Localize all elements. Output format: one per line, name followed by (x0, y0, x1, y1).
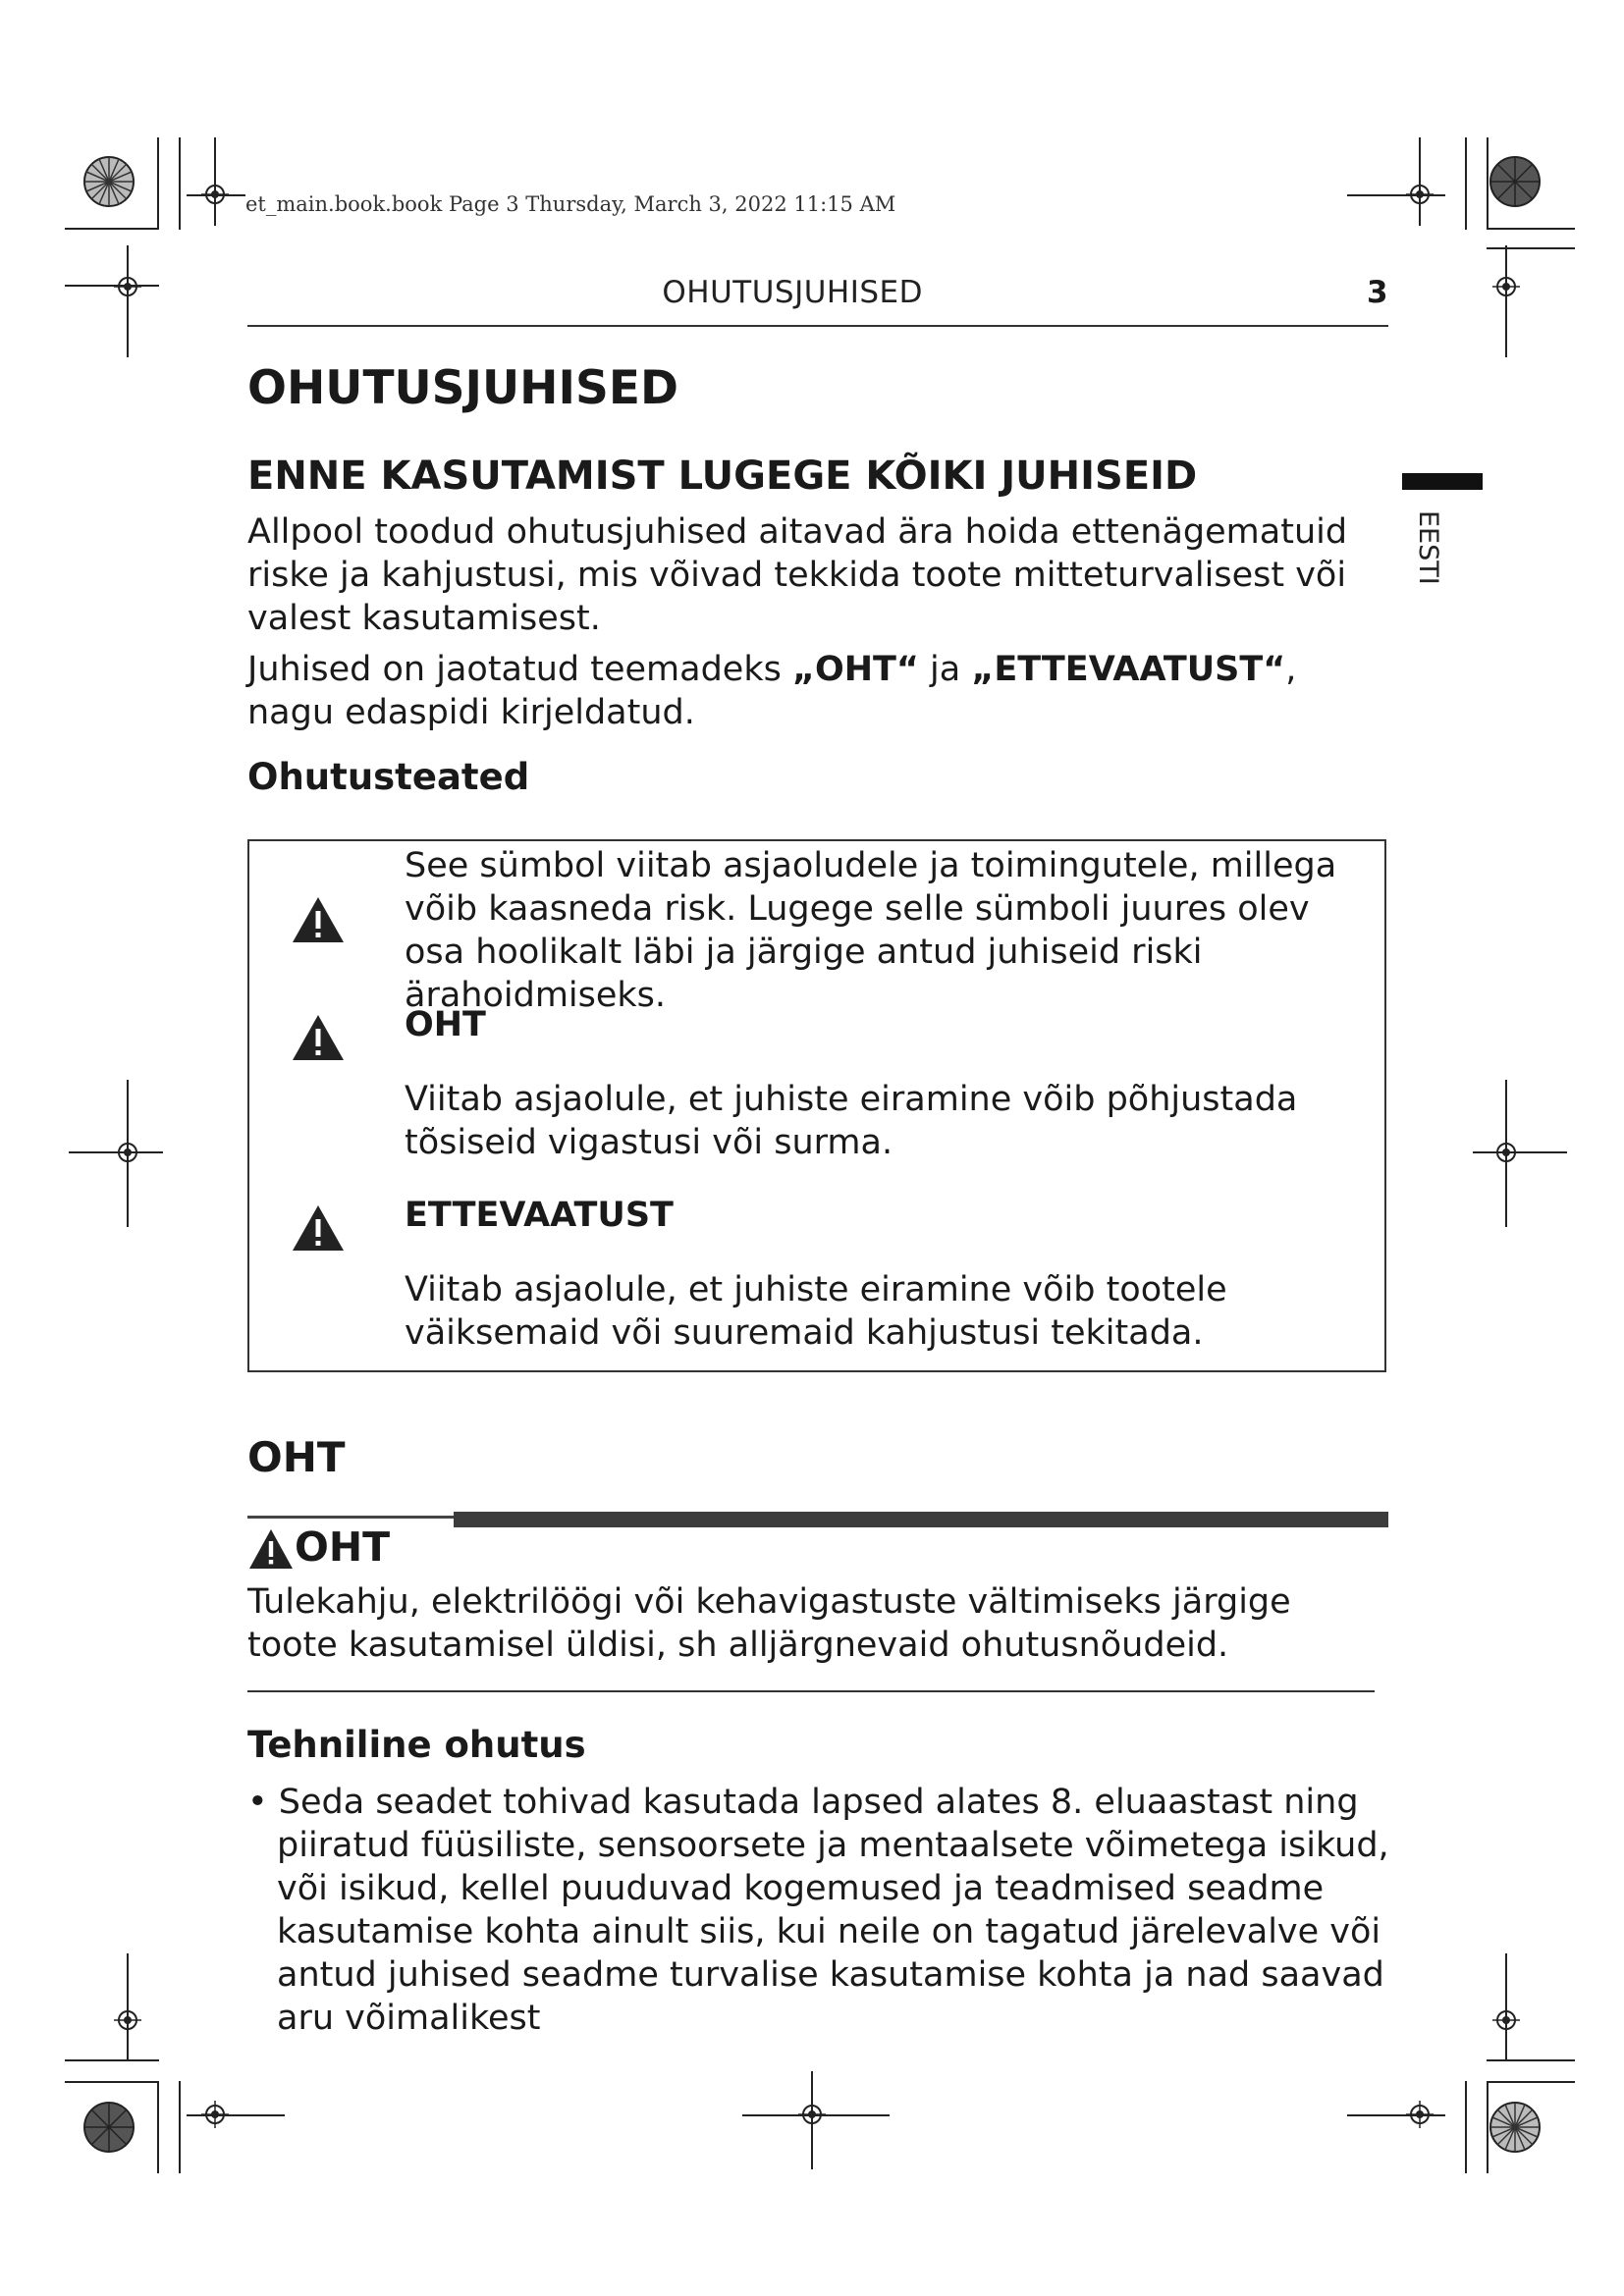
danger-box-rule (247, 1516, 454, 1519)
technical-safety-heading: Tehniline ohutus (247, 1724, 586, 1766)
warning-triangle-icon (291, 1203, 346, 1253)
warning-triangle-icon (247, 1527, 295, 1571)
danger-description: Viitab asjaolule, et juhiste eiramine võib põhjustada tõsiseid vigastusi või surma. (405, 1080, 1298, 1162)
danger-box-text: Tulekahju, elektrilöögi või kehavigastuste vältimiseks järgige toote kasutamisel üldisi, sh alljärgnevaid ohutusnõudeid. (247, 1582, 1291, 1665)
warning-triangle-icon (291, 1013, 346, 1062)
danger-box-bottom-rule (247, 1690, 1375, 1692)
danger-box-bar (454, 1512, 1388, 1527)
danger-box-title: OHT (295, 1523, 391, 1571)
page-title: OHUTUSJUHISED (247, 361, 678, 415)
page-number: 3 (1367, 275, 1388, 310)
intro-paragraph: Allpool toodud ohutusjuhised aitavad ära hoida ettenägematuid riske ja kahjustusi, mis võivad tekkida toote mitteturvalisest või valest kasutamisest. (247, 512, 1348, 638)
warning-triangle-icon (291, 895, 346, 944)
danger-section-heading: OHT (247, 1433, 346, 1481)
color-rosette-icon (82, 155, 135, 208)
color-rosette-icon (1489, 2101, 1542, 2154)
paragraph-text: ja (918, 650, 972, 689)
running-head-title: OHUTUSJUHISED (662, 275, 923, 310)
color-rosette-icon (82, 2101, 135, 2154)
file-header: et_main.book.book Page 3 Thursday, March 3, 2022 11:15 AM (245, 192, 896, 216)
caution-description: Viitab asjaolule, et juhiste eiramine võib tootele väiksemaid või suuremaid kahjustusi tekitada. (405, 1270, 1227, 1353)
categories-paragraph (247, 648, 1386, 734)
danger-label: OHT (405, 1005, 486, 1044)
paragraph-text: Juhised on jaotatud teemadeks (247, 650, 792, 689)
paragraph-text: , nagu edaspidi kirjeldatud. (247, 650, 1297, 732)
bullet-item (247, 1781, 1426, 2040)
language-tab-marker (1402, 473, 1483, 490)
color-rosette-icon (1489, 155, 1542, 208)
bullet-icon: • (247, 1783, 279, 1822)
notices-heading: Ohutusteated (247, 756, 530, 798)
term-danger: „OHT“ (791, 650, 919, 689)
caution-label: ETTEVAATUST (405, 1196, 674, 1235)
header-rule (247, 325, 1388, 327)
section-heading-read-instructions: ENNE KASUTAMIST LUGEGE KÕIKI JUHISEID (247, 454, 1198, 499)
symbol-description: See sümbol viitab asjaoludele ja toimingutele, millega võib kaasneda risk. Lugege selle sümboli juures olev osa hoolikalt läbi ja järgige antud juhiseid riski ärahoidmiseks. (405, 846, 1337, 1015)
language-tab: EESTI (1413, 510, 1443, 585)
term-caution: „ETTEVAATUST“ (971, 650, 1286, 689)
bullet-text: Seda seadet tohivad kasutada lapsed alates 8. eluaastast ning piiratud füüsiliste, sensoorsete ja mentaalsete võimetega isikud, või isikud, kellel puuduvad kogemused ja teadmised seadme kasutamise kohta ainult siis, kui neile on tagatud järelevalve või antud juhised seadme turvalise kasutamise kohta ja nad saavad aru võimalikest (277, 1783, 1389, 2038)
